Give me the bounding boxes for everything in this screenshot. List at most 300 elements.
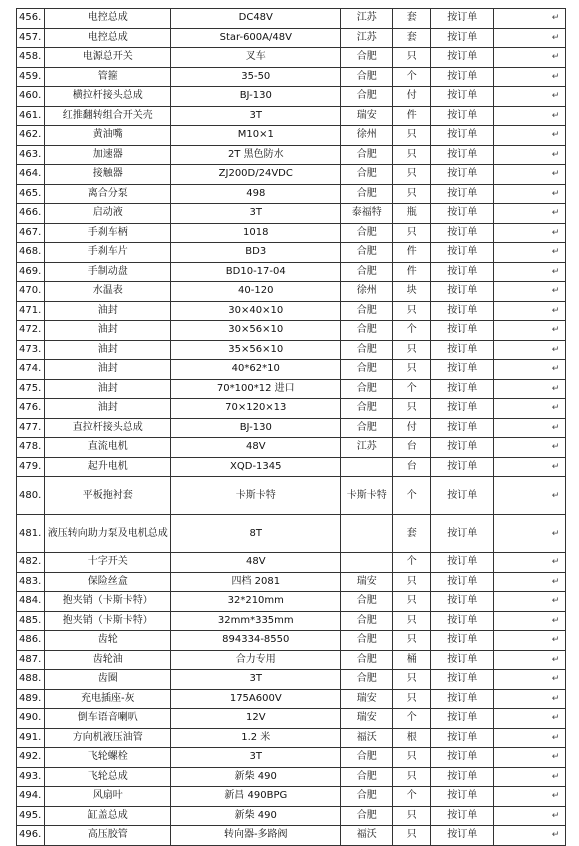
order-method-cell: 按订单 <box>431 282 494 302</box>
row-number-cell: 477. <box>17 418 45 438</box>
unit-cell: 只 <box>393 301 431 321</box>
row-end-mark: ↵ <box>494 611 566 631</box>
table-row <box>17 418 566 438</box>
row-end-mark: ↵ <box>494 165 566 185</box>
origin-cell <box>341 515 393 553</box>
parts-order-table <box>16 8 566 846</box>
unit-cell: 台 <box>393 457 431 477</box>
origin-cell: 泰福特 <box>341 204 393 224</box>
order-method-cell: 按订单 <box>431 379 494 399</box>
table-row <box>17 262 566 282</box>
origin-cell: 福沃 <box>341 826 393 846</box>
unit-cell: 套 <box>393 9 431 29</box>
order-method-cell: 按订单 <box>431 438 494 458</box>
order-method-cell: 按订单 <box>431 670 494 690</box>
spec-cell: 合力专用 <box>171 650 341 670</box>
row-end-mark: ↵ <box>494 709 566 729</box>
part-name-cell: 直拉杆接头总成 <box>45 418 171 438</box>
origin-cell: 合肥 <box>341 360 393 380</box>
table-row <box>17 767 566 787</box>
order-method-cell: 按订单 <box>431 748 494 768</box>
row-end-mark: ↵ <box>494 87 566 107</box>
unit-cell: 只 <box>393 145 431 165</box>
unit-cell: 只 <box>393 399 431 419</box>
row-number-cell: 468. <box>17 243 45 263</box>
table-row <box>17 9 566 29</box>
origin-cell: 合肥 <box>341 243 393 263</box>
table-row <box>17 282 566 302</box>
spec-cell: BJ-130 <box>171 87 341 107</box>
row-number-cell: 472. <box>17 321 45 341</box>
row-end-mark: ↵ <box>494 262 566 282</box>
origin-cell: 合肥 <box>341 340 393 360</box>
unit-cell: 只 <box>393 340 431 360</box>
part-name-cell: 手制动盘 <box>45 262 171 282</box>
row-number-cell: 475. <box>17 379 45 399</box>
table-row <box>17 106 566 126</box>
part-name-cell: 倒车语音喇叭 <box>45 709 171 729</box>
table-row <box>17 787 566 807</box>
table-row <box>17 379 566 399</box>
part-name-cell: 油封 <box>45 399 171 419</box>
spec-cell: 3T <box>171 204 341 224</box>
order-method-cell: 按订单 <box>431 126 494 146</box>
origin-cell: 合肥 <box>341 631 393 651</box>
row-end-mark: ↵ <box>494 301 566 321</box>
spec-cell: BD10-17-04 <box>171 262 341 282</box>
order-method-cell: 按订单 <box>431 399 494 419</box>
order-method-cell: 按订单 <box>431 9 494 29</box>
origin-cell: 合肥 <box>341 48 393 68</box>
origin-cell: 合肥 <box>341 806 393 826</box>
part-name-cell: 横拉杆接头总成 <box>45 87 171 107</box>
row-end-mark: ↵ <box>494 243 566 263</box>
part-name-cell: 离合分泵 <box>45 184 171 204</box>
row-number-cell: 460. <box>17 87 45 107</box>
table-row <box>17 360 566 380</box>
part-name-cell: 加速器 <box>45 145 171 165</box>
row-end-mark: ↵ <box>494 418 566 438</box>
row-end-mark: ↵ <box>494 553 566 573</box>
spec-cell: ZJ200D/24VDC <box>171 165 341 185</box>
row-end-mark: ↵ <box>494 399 566 419</box>
part-name-cell: 红推翻转组合开关壳 <box>45 106 171 126</box>
unit-cell: 个 <box>393 787 431 807</box>
row-number-cell: 473. <box>17 340 45 360</box>
part-name-cell: 液压转向助力泵及电机总成 <box>45 515 171 553</box>
part-name-cell: 直流电机 <box>45 438 171 458</box>
row-number-cell: 456. <box>17 9 45 29</box>
row-number-cell: 467. <box>17 223 45 243</box>
order-method-cell: 按订单 <box>431 728 494 748</box>
spec-cell: 3T <box>171 670 341 690</box>
row-number-cell: 486. <box>17 631 45 651</box>
unit-cell: 个 <box>393 477 431 515</box>
origin-cell: 江苏 <box>341 9 393 29</box>
order-method-cell: 按订单 <box>431 28 494 48</box>
row-number-cell: 458. <box>17 48 45 68</box>
table-row <box>17 243 566 263</box>
row-end-mark: ↵ <box>494 9 566 29</box>
origin-cell: 合肥 <box>341 321 393 341</box>
origin-cell: 合肥 <box>341 418 393 438</box>
spec-cell: 新柴 490 <box>171 806 341 826</box>
part-name-cell: 保险丝盒 <box>45 572 171 592</box>
row-number-cell: 490. <box>17 709 45 729</box>
row-end-mark: ↵ <box>494 28 566 48</box>
origin-cell: 福沃 <box>341 728 393 748</box>
origin-cell: 瑞安 <box>341 709 393 729</box>
unit-cell: 瓶 <box>393 204 431 224</box>
spec-cell: 30×40×10 <box>171 301 341 321</box>
origin-cell: 卡斯卡特 <box>341 477 393 515</box>
table-row <box>17 28 566 48</box>
row-number-cell: 464. <box>17 165 45 185</box>
part-name-cell: 管箍 <box>45 67 171 87</box>
row-number-cell: 492. <box>17 748 45 768</box>
order-method-cell: 按订单 <box>431 106 494 126</box>
row-end-mark: ↵ <box>494 787 566 807</box>
origin-cell: 江苏 <box>341 28 393 48</box>
unit-cell: 只 <box>393 748 431 768</box>
row-end-mark: ↵ <box>494 223 566 243</box>
spec-cell: 894334-8550 <box>171 631 341 651</box>
row-number-cell: 479. <box>17 457 45 477</box>
part-name-cell: 电控总成 <box>45 9 171 29</box>
origin-cell: 合肥 <box>341 650 393 670</box>
origin-cell: 徐州 <box>341 282 393 302</box>
spec-cell: 1018 <box>171 223 341 243</box>
row-end-mark: ↵ <box>494 457 566 477</box>
order-method-cell: 按订单 <box>431 145 494 165</box>
part-name-cell: 油封 <box>45 340 171 360</box>
row-number-cell: 470. <box>17 282 45 302</box>
part-name-cell: 齿圈 <box>45 670 171 690</box>
unit-cell: 件 <box>393 262 431 282</box>
unit-cell: 只 <box>393 126 431 146</box>
part-name-cell: 手刹车柄 <box>45 223 171 243</box>
order-method-cell: 按订单 <box>431 184 494 204</box>
spec-cell: BJ-130 <box>171 418 341 438</box>
unit-cell: 套 <box>393 515 431 553</box>
unit-cell: 只 <box>393 592 431 612</box>
origin-cell: 合肥 <box>341 767 393 787</box>
row-end-mark: ↵ <box>494 806 566 826</box>
spec-cell: DC48V <box>171 9 341 29</box>
table-row <box>17 204 566 224</box>
spec-cell: 3T <box>171 748 341 768</box>
order-method-cell: 按订单 <box>431 592 494 612</box>
unit-cell: 块 <box>393 282 431 302</box>
order-method-cell: 按订单 <box>431 611 494 631</box>
row-end-mark: ↵ <box>494 592 566 612</box>
unit-cell: 只 <box>393 689 431 709</box>
row-number-cell: 478. <box>17 438 45 458</box>
row-number-cell: 493. <box>17 767 45 787</box>
origin-cell: 合肥 <box>341 184 393 204</box>
row-end-mark: ↵ <box>494 438 566 458</box>
row-number-cell: 487. <box>17 650 45 670</box>
table-row <box>17 340 566 360</box>
part-name-cell: 充电插座-灰 <box>45 689 171 709</box>
order-method-cell: 按订单 <box>431 709 494 729</box>
table-row <box>17 477 566 515</box>
spec-cell: 32*210mm <box>171 592 341 612</box>
order-method-cell: 按订单 <box>431 243 494 263</box>
origin-cell: 合肥 <box>341 87 393 107</box>
unit-cell: 个 <box>393 553 431 573</box>
part-name-cell: 油封 <box>45 360 171 380</box>
part-name-cell: 缸盖总成 <box>45 806 171 826</box>
row-end-mark: ↵ <box>494 572 566 592</box>
table-row <box>17 806 566 826</box>
row-number-cell: 471. <box>17 301 45 321</box>
order-method-cell: 按订单 <box>431 262 494 282</box>
row-number-cell: 496. <box>17 826 45 846</box>
row-end-mark: ↵ <box>494 689 566 709</box>
part-name-cell: 抱夹销（卡斯卡特） <box>45 611 171 631</box>
table-row <box>17 438 566 458</box>
row-end-mark: ↵ <box>494 670 566 690</box>
part-name-cell: 齿轮 <box>45 631 171 651</box>
origin-cell: 合肥 <box>341 670 393 690</box>
spec-cell: 转向器-多路阀 <box>171 826 341 846</box>
row-end-mark: ↵ <box>494 282 566 302</box>
part-name-cell: 电控总成 <box>45 28 171 48</box>
row-end-mark: ↵ <box>494 631 566 651</box>
table-row <box>17 457 566 477</box>
order-method-cell: 按订单 <box>431 515 494 553</box>
unit-cell: 个 <box>393 67 431 87</box>
row-number-cell: 489. <box>17 689 45 709</box>
part-name-cell: 抱夹销（卡斯卡特） <box>45 592 171 612</box>
row-number-cell: 463. <box>17 145 45 165</box>
unit-cell: 只 <box>393 631 431 651</box>
row-number-cell: 466. <box>17 204 45 224</box>
origin-cell: 瑞安 <box>341 106 393 126</box>
table-row <box>17 145 566 165</box>
origin-cell: 合肥 <box>341 379 393 399</box>
origin-cell: 江苏 <box>341 438 393 458</box>
unit-cell: 套 <box>393 28 431 48</box>
row-number-cell: 494. <box>17 787 45 807</box>
unit-cell: 只 <box>393 767 431 787</box>
row-number-cell: 484. <box>17 592 45 612</box>
unit-cell: 只 <box>393 572 431 592</box>
part-name-cell: 油封 <box>45 321 171 341</box>
origin-cell: 合肥 <box>341 748 393 768</box>
row-end-mark: ↵ <box>494 340 566 360</box>
origin-cell: 合肥 <box>341 611 393 631</box>
part-name-cell: 油封 <box>45 379 171 399</box>
spec-cell: 40*62*10 <box>171 360 341 380</box>
row-end-mark: ↵ <box>494 67 566 87</box>
table-row <box>17 515 566 553</box>
unit-cell: 只 <box>393 184 431 204</box>
spec-cell: 新昌 490BPG <box>171 787 341 807</box>
unit-cell: 件 <box>393 243 431 263</box>
spec-cell: 48V <box>171 438 341 458</box>
spec-cell: BD3 <box>171 243 341 263</box>
origin-cell: 合肥 <box>341 399 393 419</box>
part-name-cell: 飞轮总成 <box>45 767 171 787</box>
order-method-cell: 按订单 <box>431 631 494 651</box>
row-end-mark: ↵ <box>494 728 566 748</box>
spec-cell: 四档 2081 <box>171 572 341 592</box>
spec-cell: 498 <box>171 184 341 204</box>
origin-cell: 合肥 <box>341 592 393 612</box>
unit-cell: 个 <box>393 379 431 399</box>
table-row <box>17 631 566 651</box>
origin-cell: 合肥 <box>341 301 393 321</box>
part-name-cell: 起升电机 <box>45 457 171 477</box>
row-end-mark: ↵ <box>494 826 566 846</box>
order-method-cell: 按订单 <box>431 650 494 670</box>
order-method-cell: 按订单 <box>431 87 494 107</box>
spec-cell: M10×1 <box>171 126 341 146</box>
order-method-cell: 按订单 <box>431 418 494 438</box>
spec-cell: Star-600A/48V <box>171 28 341 48</box>
table-row <box>17 126 566 146</box>
order-method-cell: 按订单 <box>431 48 494 68</box>
spec-cell: 1.2 米 <box>171 728 341 748</box>
table-row <box>17 670 566 690</box>
row-end-mark: ↵ <box>494 515 566 553</box>
order-method-cell: 按订单 <box>431 340 494 360</box>
table-row <box>17 553 566 573</box>
table-row <box>17 572 566 592</box>
row-end-mark: ↵ <box>494 379 566 399</box>
table-row <box>17 321 566 341</box>
part-name-cell: 启动液 <box>45 204 171 224</box>
row-end-mark: ↵ <box>494 650 566 670</box>
spec-cell: XQD-1345 <box>171 457 341 477</box>
table-row <box>17 826 566 846</box>
row-end-mark: ↵ <box>494 145 566 165</box>
order-method-cell: 按订单 <box>431 689 494 709</box>
origin-cell: 合肥 <box>341 145 393 165</box>
origin-cell: 合肥 <box>341 165 393 185</box>
spec-cell: 30×56×10 <box>171 321 341 341</box>
spec-cell: 48V <box>171 553 341 573</box>
order-method-cell: 按订单 <box>431 67 494 87</box>
table-row <box>17 184 566 204</box>
order-method-cell: 按订单 <box>431 321 494 341</box>
row-number-cell: 480. <box>17 477 45 515</box>
spec-cell: 70*100*12 进口 <box>171 379 341 399</box>
origin-cell: 徐州 <box>341 126 393 146</box>
order-method-cell: 按订单 <box>431 165 494 185</box>
row-end-mark: ↵ <box>494 106 566 126</box>
table-row <box>17 67 566 87</box>
table-row <box>17 87 566 107</box>
row-end-mark: ↵ <box>494 321 566 341</box>
unit-cell: 只 <box>393 806 431 826</box>
part-name-cell: 十字开关 <box>45 553 171 573</box>
order-method-cell: 按订单 <box>431 301 494 321</box>
row-number-cell: 482. <box>17 553 45 573</box>
part-name-cell: 手刹车片 <box>45 243 171 263</box>
order-method-cell: 按订单 <box>431 572 494 592</box>
row-number-cell: 462. <box>17 126 45 146</box>
unit-cell: 台 <box>393 438 431 458</box>
row-number-cell: 461. <box>17 106 45 126</box>
row-number-cell: 481. <box>17 515 45 553</box>
order-method-cell: 按订单 <box>431 767 494 787</box>
order-method-cell: 按订单 <box>431 204 494 224</box>
unit-cell: 根 <box>393 728 431 748</box>
part-name-cell: 接触器 <box>45 165 171 185</box>
origin-cell: 合肥 <box>341 223 393 243</box>
row-end-mark: ↵ <box>494 204 566 224</box>
order-method-cell: 按订单 <box>431 826 494 846</box>
unit-cell: 个 <box>393 709 431 729</box>
order-method-cell: 按订单 <box>431 477 494 515</box>
order-method-cell: 按订单 <box>431 806 494 826</box>
spec-cell: 175A600V <box>171 689 341 709</box>
row-number-cell: 474. <box>17 360 45 380</box>
unit-cell: 只 <box>393 165 431 185</box>
row-number-cell: 491. <box>17 728 45 748</box>
row-number-cell: 469. <box>17 262 45 282</box>
table-row <box>17 48 566 68</box>
origin-cell: 合肥 <box>341 67 393 87</box>
table-row <box>17 223 566 243</box>
origin-cell: 合肥 <box>341 787 393 807</box>
origin-cell: 瑞安 <box>341 572 393 592</box>
spec-cell: 3T <box>171 106 341 126</box>
spec-cell: 2T 黑色防水 <box>171 145 341 165</box>
unit-cell: 只 <box>393 48 431 68</box>
spec-cell: 叉车 <box>171 48 341 68</box>
row-number-cell: 476. <box>17 399 45 419</box>
unit-cell: 只 <box>393 826 431 846</box>
origin-cell <box>341 553 393 573</box>
spec-cell: 70×120×13 <box>171 399 341 419</box>
table-row <box>17 611 566 631</box>
part-name-cell: 电源总开关 <box>45 48 171 68</box>
row-end-mark: ↵ <box>494 184 566 204</box>
row-number-cell: 485. <box>17 611 45 631</box>
table-row <box>17 709 566 729</box>
row-end-mark: ↵ <box>494 767 566 787</box>
row-number-cell: 459. <box>17 67 45 87</box>
row-end-mark: ↵ <box>494 477 566 515</box>
unit-cell: 桶 <box>393 650 431 670</box>
unit-cell: 只 <box>393 611 431 631</box>
unit-cell: 付 <box>393 418 431 438</box>
spec-cell: 12V <box>171 709 341 729</box>
row-end-mark: ↵ <box>494 748 566 768</box>
origin-cell <box>341 457 393 477</box>
table-row <box>17 301 566 321</box>
part-name-cell: 黄油嘴 <box>45 126 171 146</box>
part-name-cell: 飞轮螺栓 <box>45 748 171 768</box>
spec-cell: 8T <box>171 515 341 553</box>
unit-cell: 只 <box>393 670 431 690</box>
part-name-cell: 水温表 <box>45 282 171 302</box>
part-name-cell: 平板拖衬套 <box>45 477 171 515</box>
row-number-cell: 457. <box>17 28 45 48</box>
row-end-mark: ↵ <box>494 360 566 380</box>
row-end-mark: ↵ <box>494 126 566 146</box>
table-row <box>17 399 566 419</box>
spec-cell: 新柴 490 <box>171 767 341 787</box>
spec-cell: 35×56×10 <box>171 340 341 360</box>
part-name-cell: 风扇叶 <box>45 787 171 807</box>
row-number-cell: 465. <box>17 184 45 204</box>
unit-cell: 付 <box>393 87 431 107</box>
